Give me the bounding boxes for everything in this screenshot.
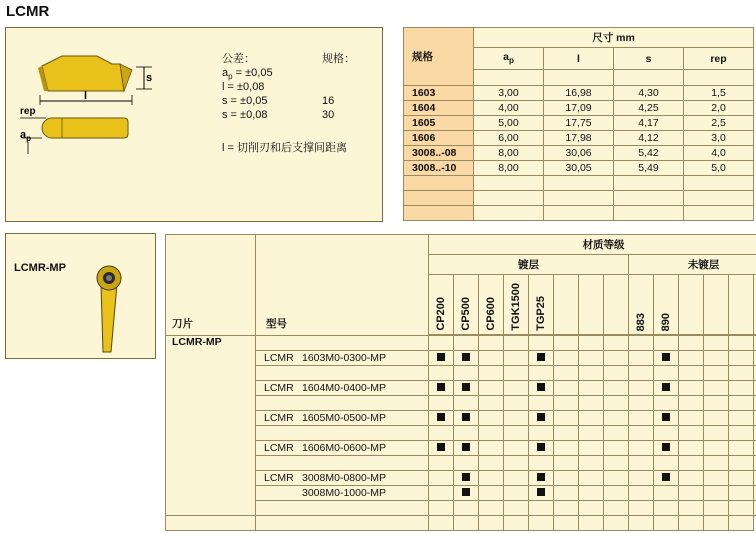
filled-square-icon <box>462 353 470 361</box>
availability-empty <box>604 486 629 501</box>
insert-holder-image <box>89 254 129 354</box>
model-code: 1606M0-0600-MP <box>302 442 387 454</box>
availability-empty <box>729 471 754 486</box>
cell-s: 4,12 <box>614 131 684 146</box>
availability-mark <box>529 351 554 366</box>
grade-label: CP200 <box>435 297 447 331</box>
availability-mark <box>454 411 479 426</box>
spec-30: 30 <box>322 109 335 121</box>
cell-l: 17,98 <box>544 131 614 146</box>
availability-empty <box>554 411 579 426</box>
cell-s: 4,30 <box>614 86 684 101</box>
availability-mark <box>529 381 554 396</box>
col-grade-group: 材质等级 <box>429 235 756 255</box>
availability-empty <box>479 381 504 396</box>
table-row <box>404 116 754 131</box>
grade-header <box>429 275 454 335</box>
insert-family: LCMR-MP <box>166 336 256 516</box>
availability-empty <box>704 471 729 486</box>
filled-square-icon <box>537 353 545 361</box>
model-cell <box>256 441 429 456</box>
s-label: s <box>146 72 153 84</box>
tolerance-l: l = ±0,08 <box>222 81 265 93</box>
spacer-row <box>166 516 756 531</box>
grade-header-empty <box>604 275 629 335</box>
insert-panel-label: LCMR-MP <box>14 262 66 274</box>
filled-square-icon <box>462 383 470 391</box>
availability-empty <box>579 381 604 396</box>
availability-empty <box>704 411 729 426</box>
availability-empty <box>554 486 579 501</box>
tolerance-s2: s = ±0,08 <box>222 109 268 121</box>
availability-empty <box>604 411 629 426</box>
model-code: 1605M0-0500-MP <box>302 412 387 424</box>
grade-header-empty <box>679 275 704 335</box>
col-ap: $a_p$ <box>474 48 544 70</box>
cell-rep: 3,0 <box>684 131 754 146</box>
grade-label: CP500 <box>460 297 472 331</box>
availability-mark <box>654 381 679 396</box>
table-row <box>404 101 754 116</box>
col-coated: 镀层 <box>429 255 629 275</box>
grade-label: CP600 <box>485 297 497 331</box>
availability-empty <box>504 441 529 456</box>
grade-header <box>654 275 679 335</box>
availability-empty <box>629 381 654 396</box>
availability-empty <box>679 486 704 501</box>
availability-empty <box>629 411 654 426</box>
grade-header-empty <box>729 275 754 335</box>
availability-empty <box>679 441 704 456</box>
availability-mark <box>529 471 554 486</box>
spec-16: 16 <box>322 95 335 107</box>
cell-spec: 1604 <box>404 101 474 116</box>
availability-empty <box>429 486 454 501</box>
cell-spec: 1603 <box>404 86 474 101</box>
availability-empty <box>579 351 604 366</box>
filled-square-icon <box>662 473 670 481</box>
availability-mark <box>529 441 554 456</box>
spacer-row <box>166 336 756 351</box>
availability-empty <box>729 381 754 396</box>
availability-empty <box>479 351 504 366</box>
ap-label: $a_p$ <box>20 129 32 143</box>
table-row <box>404 86 754 101</box>
grade-header <box>454 275 479 335</box>
cell-s: 5,42 <box>614 146 684 161</box>
availability-empty <box>704 351 729 366</box>
availability-mark <box>454 471 479 486</box>
availability-mark <box>529 411 554 426</box>
grade-table <box>165 234 756 531</box>
col-uncoated: 未镀层 <box>629 255 756 275</box>
grade-header <box>629 275 654 335</box>
availability-empty <box>729 411 754 426</box>
cell-rep: 5,0 <box>684 161 754 176</box>
cell-rep: 2,0 <box>684 101 754 116</box>
tolerance-panel <box>5 27 383 222</box>
availability-empty <box>604 471 629 486</box>
insert-dimension-diagram <box>12 46 172 166</box>
availability-empty <box>704 381 729 396</box>
col-rep: rep <box>684 48 754 70</box>
filled-square-icon <box>437 413 445 421</box>
filled-square-icon <box>662 413 670 421</box>
filled-square-icon <box>662 353 670 361</box>
availability-empty <box>704 486 729 501</box>
filled-square-icon <box>462 488 470 496</box>
availability-empty <box>479 441 504 456</box>
filled-square-icon <box>537 383 545 391</box>
availability-empty <box>579 486 604 501</box>
availability-empty <box>429 471 454 486</box>
grade-header-empty <box>554 275 579 335</box>
grade-header-empty <box>704 275 729 335</box>
filled-square-icon <box>462 473 470 481</box>
filled-square-icon <box>462 413 470 421</box>
model-prefix: LCMR <box>264 442 294 454</box>
availability-empty <box>504 411 529 426</box>
availability-mark <box>654 351 679 366</box>
grade-header-empty <box>579 275 604 335</box>
dimensions-table <box>403 27 754 221</box>
spec-header: 规格： <box>322 53 355 65</box>
availability-mark <box>429 351 454 366</box>
model-cell <box>256 351 429 366</box>
availability-empty <box>479 486 504 501</box>
filled-square-icon <box>537 488 545 496</box>
grade-label: TGP25 <box>535 296 547 331</box>
table-row <box>404 146 754 161</box>
availability-empty <box>554 471 579 486</box>
availability-empty <box>554 381 579 396</box>
model-cell <box>256 471 429 486</box>
grade-label: TGK1500 <box>510 283 522 331</box>
cell-s: 5,49 <box>614 161 684 176</box>
availability-empty <box>629 486 654 501</box>
col-insert: 刀片 <box>166 235 256 336</box>
availability-mark <box>529 486 554 501</box>
availability-empty <box>554 441 579 456</box>
cell-s: 4,17 <box>614 116 684 131</box>
availability-empty <box>679 381 704 396</box>
cell-l: 17,09 <box>544 101 614 116</box>
filled-square-icon <box>537 443 545 451</box>
availability-empty <box>679 411 704 426</box>
cell-spec: 3008..-10 <box>404 161 474 176</box>
model-prefix: LCMR <box>264 412 294 424</box>
page-title: LCMR <box>6 3 50 20</box>
availability-mark <box>454 351 479 366</box>
availability-mark <box>429 411 454 426</box>
cell-ap: 5,00 <box>474 116 544 131</box>
grade-label: 890 <box>660 312 672 331</box>
cell-l: 30,06 <box>544 146 614 161</box>
availability-empty <box>729 351 754 366</box>
cell-spec: 3008..-08 <box>404 146 474 161</box>
filled-square-icon <box>437 383 445 391</box>
availability-empty <box>704 441 729 456</box>
filled-square-icon <box>462 443 470 451</box>
cell-ap: 6,00 <box>474 131 544 146</box>
model-code: 1603M0-0300-MP <box>302 352 387 364</box>
cell-l: 17,75 <box>544 116 614 131</box>
filled-square-icon <box>662 383 670 391</box>
filled-square-icon <box>437 443 445 451</box>
l-label: l <box>84 90 88 102</box>
cell-ap: 3,00 <box>474 86 544 101</box>
availability-mark <box>654 471 679 486</box>
cell-ap: 8,00 <box>474 146 544 161</box>
tolerance-block <box>222 52 332 122</box>
tolerance-ap: $a_p = \pm 0,05$ <box>222 67 273 82</box>
availability-empty <box>504 471 529 486</box>
model-prefix: LCMR <box>264 382 294 394</box>
availability-empty <box>504 351 529 366</box>
insert-side-view <box>42 118 128 138</box>
filled-square-icon <box>662 443 670 451</box>
filled-square-icon <box>537 413 545 421</box>
filled-square-icon <box>437 353 445 361</box>
grade-header <box>529 275 554 335</box>
availability-mark <box>654 411 679 426</box>
availability-empty <box>604 441 629 456</box>
availability-empty <box>679 351 704 366</box>
insert-image-panel <box>5 233 156 359</box>
availability-empty <box>554 351 579 366</box>
cell-spec: 1605 <box>404 116 474 131</box>
availability-empty <box>504 486 529 501</box>
availability-mark <box>654 441 679 456</box>
tolerance-s1: s = ±0,05 <box>222 95 268 107</box>
availability-empty <box>579 441 604 456</box>
col-l: l <box>544 48 614 70</box>
grade-header <box>479 275 504 335</box>
availability-empty <box>479 471 504 486</box>
tolerance-note: l = 切削刃和后支撑间距离 <box>222 142 347 154</box>
grade-label: 883 <box>635 312 647 331</box>
cell-rep: 4,0 <box>684 146 754 161</box>
table-row <box>404 131 754 146</box>
availability-empty <box>604 351 629 366</box>
insert-body-shape <box>42 56 124 91</box>
availability-empty <box>729 441 754 456</box>
cell-rep: 1,5 <box>684 86 754 101</box>
filled-square-icon <box>537 473 545 481</box>
cell-rep: 2,5 <box>684 116 754 131</box>
tolerance-header: 公差： <box>222 53 255 65</box>
col-spec: 规格 <box>404 28 474 86</box>
availability-empty <box>629 351 654 366</box>
availability-empty <box>679 471 704 486</box>
table-row <box>404 161 754 176</box>
availability-empty <box>729 486 754 501</box>
availability-mark <box>429 441 454 456</box>
grade-header <box>504 275 529 335</box>
model-code: 3008M0-1000-MP <box>302 487 387 499</box>
model-cell <box>256 381 429 396</box>
availability-empty <box>579 411 604 426</box>
cell-spec: 1606 <box>404 131 474 146</box>
availability-empty <box>504 381 529 396</box>
cell-ap: 8,00 <box>474 161 544 176</box>
availability-empty <box>479 411 504 426</box>
availability-empty <box>654 486 679 501</box>
availability-mark <box>454 441 479 456</box>
availability-mark <box>429 381 454 396</box>
availability-empty <box>579 471 604 486</box>
col-s: s <box>614 48 684 70</box>
availability-mark <box>454 486 479 501</box>
cell-l: 16,98 <box>544 86 614 101</box>
model-prefix: LCMR <box>264 352 294 364</box>
model-code: 1604M0-0400-MP <box>302 382 387 394</box>
cell-l: 30,05 <box>544 161 614 176</box>
spec-block <box>322 52 378 122</box>
rep-label: rep <box>20 106 36 117</box>
model-prefix: LCMR <box>264 472 294 484</box>
availability-empty <box>629 471 654 486</box>
col-model: 型号 <box>256 235 429 336</box>
model-code: 3008M0-0800-MP <box>302 472 387 484</box>
model-cell <box>256 486 429 501</box>
availability-empty <box>604 381 629 396</box>
cell-s: 4,25 <box>614 101 684 116</box>
model-cell <box>256 411 429 426</box>
cell-ap: 4,00 <box>474 101 544 116</box>
col-group-dims: 尺寸 mm <box>474 28 754 48</box>
availability-mark <box>454 381 479 396</box>
availability-empty <box>629 441 654 456</box>
